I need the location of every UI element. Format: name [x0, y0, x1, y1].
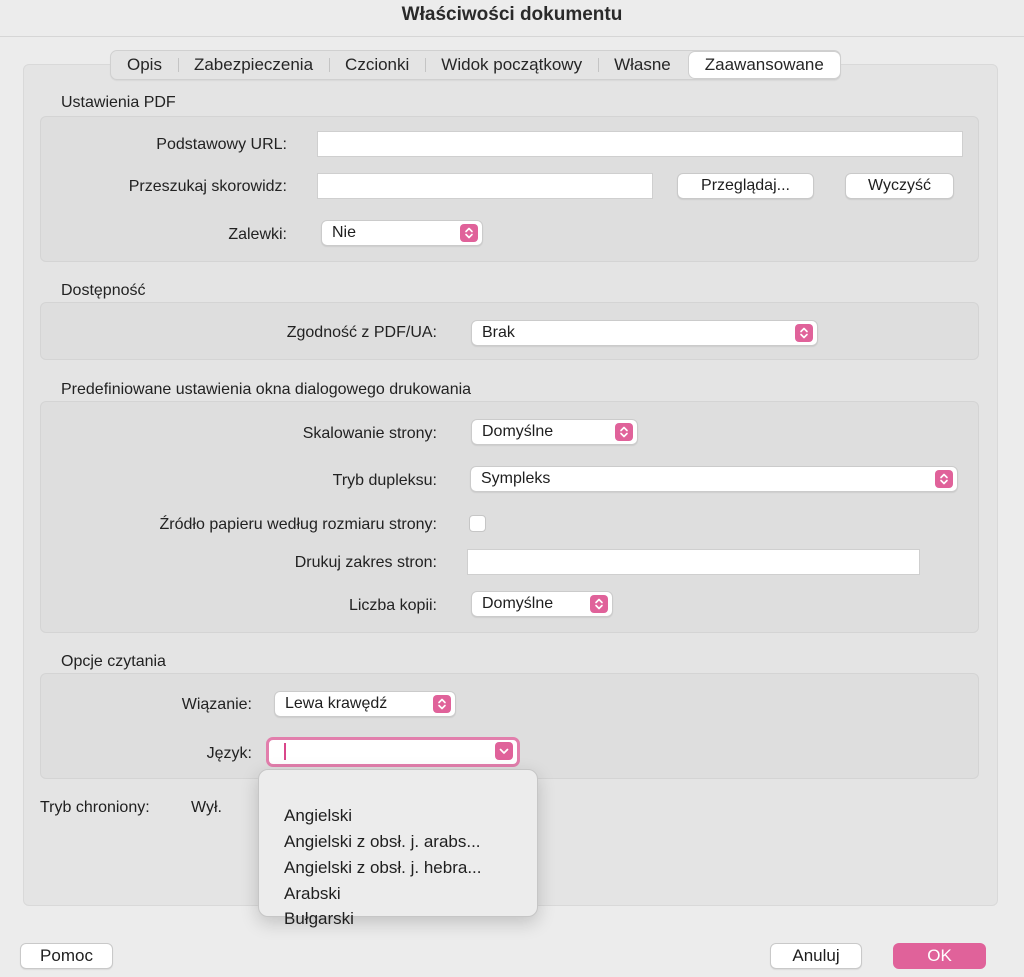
tab-initial-view[interactable]: Widok początkowy [425, 51, 598, 79]
language-combobox[interactable] [266, 737, 520, 767]
protected-mode-value: Wył. [191, 799, 222, 816]
binding-select[interactable] [274, 691, 456, 717]
trapping-label: Zalewki: [228, 226, 287, 243]
language-option[interactable]: Angielski z obsł. j. hebra... [284, 858, 482, 877]
chevron-updown-icon [615, 423, 633, 441]
base-url-label: Podstawowy URL: [156, 136, 287, 153]
clear-button[interactable]: Wyczyść [845, 173, 954, 199]
reading-options-title: Opcje czytania [61, 653, 166, 670]
cancel-button[interactable]: Anuluj [770, 943, 862, 969]
ok-button[interactable]: OK [893, 943, 986, 969]
page-scaling-label: Skalowanie strony: [302, 425, 437, 442]
binding-label: Wiązanie: [181, 696, 252, 713]
language-dropdown-list [258, 769, 538, 928]
duplex-value: Sympleks [481, 470, 551, 487]
language-label: Język: [206, 745, 252, 762]
pdfua-select[interactable] [471, 320, 818, 346]
chevron-down-icon[interactable] [495, 742, 513, 760]
trapping-value: Nie [332, 224, 357, 241]
protected-mode-label: Tryb chroniony: [40, 799, 150, 816]
page-scaling-value: Domyślne [482, 423, 554, 440]
language-option[interactable]: Angielski z obsł. j. arabs... [284, 832, 481, 851]
tab-bar [110, 50, 841, 80]
chevron-updown-icon [590, 595, 608, 613]
window-title: Właściwości dokumentu [0, 0, 1024, 37]
chevron-updown-icon [460, 224, 478, 242]
binding-value: Lewa krawędź [285, 695, 388, 712]
search-index-input[interactable] [317, 173, 653, 199]
text-caret [284, 743, 286, 760]
tab-fonts[interactable]: Czcionki [329, 51, 425, 79]
copies-value: Domyślne [482, 595, 554, 612]
tab-security[interactable]: Zabezpieczenia [178, 51, 329, 79]
print-range-label: Drukuj zakres stron: [294, 554, 437, 571]
language-option[interactable]: Bułgarski [284, 909, 354, 928]
pdf-settings-title: Ustawienia PDF [61, 94, 176, 111]
chevron-updown-icon [795, 324, 813, 342]
chevron-updown-icon [935, 470, 953, 488]
tab-advanced[interactable]: Zaawansowane [689, 52, 840, 78]
duplex-label: Tryb dupleksu: [332, 472, 437, 489]
language-option[interactable]: Arabski [284, 884, 341, 903]
duplex-select[interactable] [470, 466, 958, 492]
base-url-input[interactable] [317, 131, 963, 157]
print-presets-title: Predefiniowane ustawienia okna dialogowego drukowania [61, 381, 472, 398]
pdfua-value: Brak [482, 324, 515, 341]
help-button[interactable]: Pomoc [20, 943, 113, 969]
copies-label: Liczba kopii: [348, 597, 437, 614]
search-index-label: Przeszukaj skorowidz: [128, 178, 287, 195]
paper-source-label: Źródło papieru według rozmiaru strony: [159, 516, 437, 533]
tab-description[interactable]: Opis [127, 55, 162, 74]
page-scaling-select[interactable] [471, 419, 638, 445]
language-option[interactable]: Angielski [284, 806, 353, 825]
accessibility-title: Dostępność [61, 282, 146, 299]
paper-source-checkbox[interactable] [469, 515, 486, 532]
chevron-updown-icon [433, 695, 451, 713]
browse-button[interactable]: Przeglądaj... [677, 173, 814, 199]
trapping-select[interactable] [321, 220, 483, 246]
copies-select[interactable] [471, 591, 613, 617]
tab-custom[interactable]: Własne [598, 51, 687, 79]
pdfua-label: Zgodność z PDF/UA: [286, 324, 437, 341]
print-range-input[interactable] [467, 549, 920, 575]
